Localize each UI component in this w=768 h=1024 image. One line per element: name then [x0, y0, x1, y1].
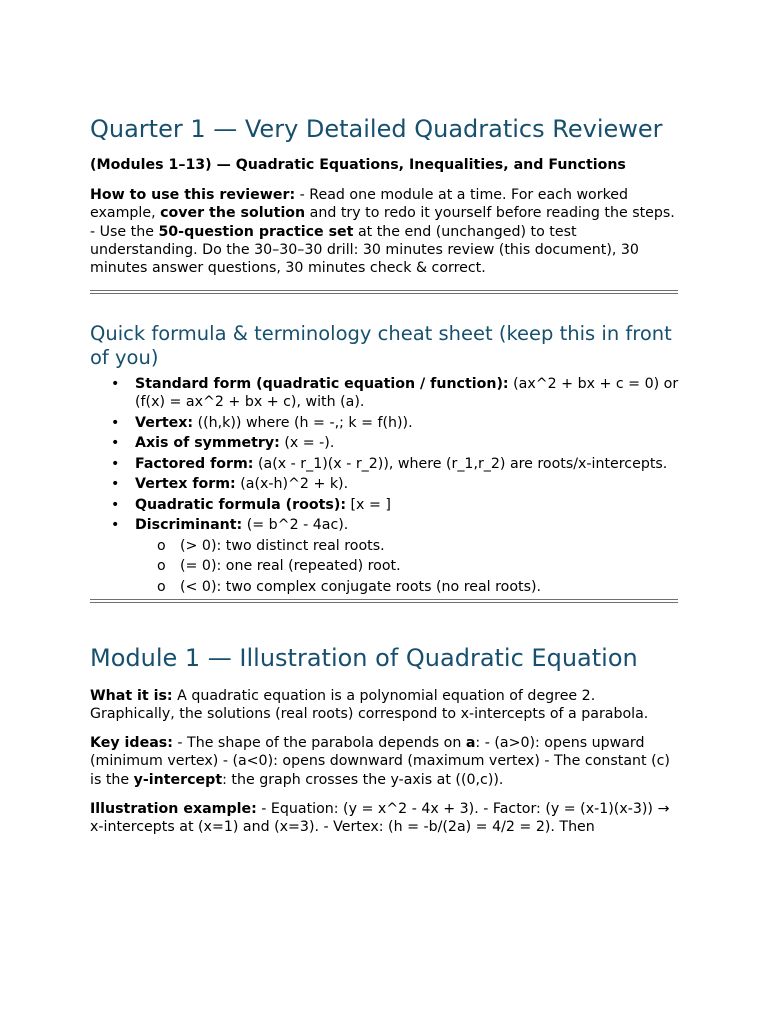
key-ideas-bold-y-intercept: y-intercept [133, 771, 223, 788]
list-item-vertex-form [111, 475, 680, 493]
list-item-label: Vertex: [135, 414, 194, 431]
module-1-key-ideas [90, 734, 680, 789]
list-item-text: (x = -). [279, 435, 335, 452]
sub-list-item [157, 557, 680, 575]
sub-list-item-text: (= 0): one real (repeated) root. [180, 558, 401, 575]
list-item-text: (a(x - r_1)(x - r_2)), where (r_1,r_2) are roots/x-intercepts. [253, 455, 668, 472]
list-item-text: ((h,k)) where (h = -,; k = f(h)). [193, 414, 413, 431]
how-to-text-2: and try to redo it yourself before reading the steps. - Use the [90, 205, 675, 240]
how-to-bold-1: cover the solution [160, 205, 306, 222]
how-to-text-1: - Read one module at a time. For each worked example, [90, 187, 629, 222]
list-item-text: (a(x-h)^2 + k). [235, 476, 349, 493]
document-subtitle [90, 156, 680, 174]
subtitle-text: (Modules 1–13) — Quadratic Equations, Inequalities, and Functions [90, 157, 626, 173]
module-1-what-it-is [90, 687, 680, 723]
list-item-discriminant [111, 516, 680, 595]
list-item-label: Vertex form: [135, 476, 236, 493]
bullet-icon: • [111, 376, 120, 393]
bullet-icon: • [111, 455, 120, 472]
list-item-label: Quadratic formula (roots): [135, 496, 346, 513]
list-item-vertex [111, 414, 680, 432]
bullet-icon: • [111, 476, 120, 493]
list-item-quadratic-formula [111, 496, 680, 514]
what-it-is-text: A quadratic equation is a polynomial equation of degree 2. Graphically, the solutions (real roots) correspond to x-intercepts of a parabola. [90, 687, 649, 723]
list-item-text: (ax^2 + bx + c = 0) or (f(x) = ax^2 + bx + c), with (a). [135, 376, 679, 411]
bullet-icon: • [111, 414, 120, 431]
sub-list-item-text: (< 0): two complex conjugate roots (no real roots). [180, 578, 542, 595]
key-ideas-text-3: : the graph crosses the y-axis at ((0,c)). [222, 771, 504, 788]
key-ideas-text-1: - The shape of the parabola depends on [172, 735, 466, 752]
document-page [90, 114, 680, 847]
list-item-label: Standard form (quadratic equation / function): [135, 376, 509, 393]
list-item-factored-form [111, 455, 680, 473]
how-to-text-3: at the end (unchanged) to test understanding. Do the 30–30–30 drill: 30 minutes review (this document), 30 minutes answer questions, 30 minutes check & correct. [90, 223, 639, 277]
list-item-label: Axis of symmetry: [135, 435, 280, 452]
what-it-is-label: What it is: [90, 687, 173, 704]
list-item-axis-of-symmetry [111, 434, 680, 452]
list-item-text: [x = ] [346, 496, 391, 513]
key-ideas-label: Key ideas: [90, 735, 173, 752]
illustration-example-text: - Equation: (y = x^2 - 4x + 3). - Factor: (y = (x-1)(x-3)) → x-intercepts at (x=1) and (x=3). - Vertex: (h = -b/(2a) = 4/2 = 2). Then [90, 800, 670, 836]
key-ideas-text-2: : - (a>0): opens upward (minimum vertex) - (a<0): opens downward (maximum vertex) - The constant (c) is the [90, 735, 670, 788]
cheat-sheet-heading: Quick formula & terminology cheat sheet (keep this in front of you) [90, 322, 672, 370]
sub-list-item [157, 578, 680, 596]
list-item-standard-form [111, 375, 680, 411]
circle-bullet-icon: o [157, 558, 166, 575]
section-divider [90, 599, 678, 603]
bullet-icon: • [111, 517, 120, 534]
cheat-sheet-list [90, 375, 680, 596]
how-to-label: How to use this reviewer: [90, 187, 296, 204]
bullet-icon: • [111, 435, 120, 452]
discriminant-cases-list [135, 537, 680, 596]
sub-list-item [157, 537, 680, 555]
circle-bullet-icon: o [157, 537, 166, 554]
list-item-text: (= b^2 - 4ac). [242, 517, 349, 534]
how-to-paragraph [90, 186, 680, 277]
bullet-icon: • [111, 496, 120, 513]
key-ideas-bold-a: a [465, 735, 476, 752]
sub-list-item-text: (> 0): two distinct real roots. [180, 537, 385, 554]
circle-bullet-icon: o [157, 578, 166, 595]
list-item-label: Discriminant: [135, 517, 243, 534]
list-item-label: Factored form: [135, 455, 254, 472]
how-to-bold-2: 50-question practice set [158, 223, 354, 240]
section-divider [90, 290, 678, 294]
module-1-heading: Module 1 — Illustration of Quadratic Equation [90, 643, 638, 672]
module-1-illustration-example [90, 800, 680, 836]
document-title: Quarter 1 — Very Detailed Quadratics Reviewer [90, 115, 663, 143]
illustration-example-label: Illustration example: [90, 800, 257, 817]
